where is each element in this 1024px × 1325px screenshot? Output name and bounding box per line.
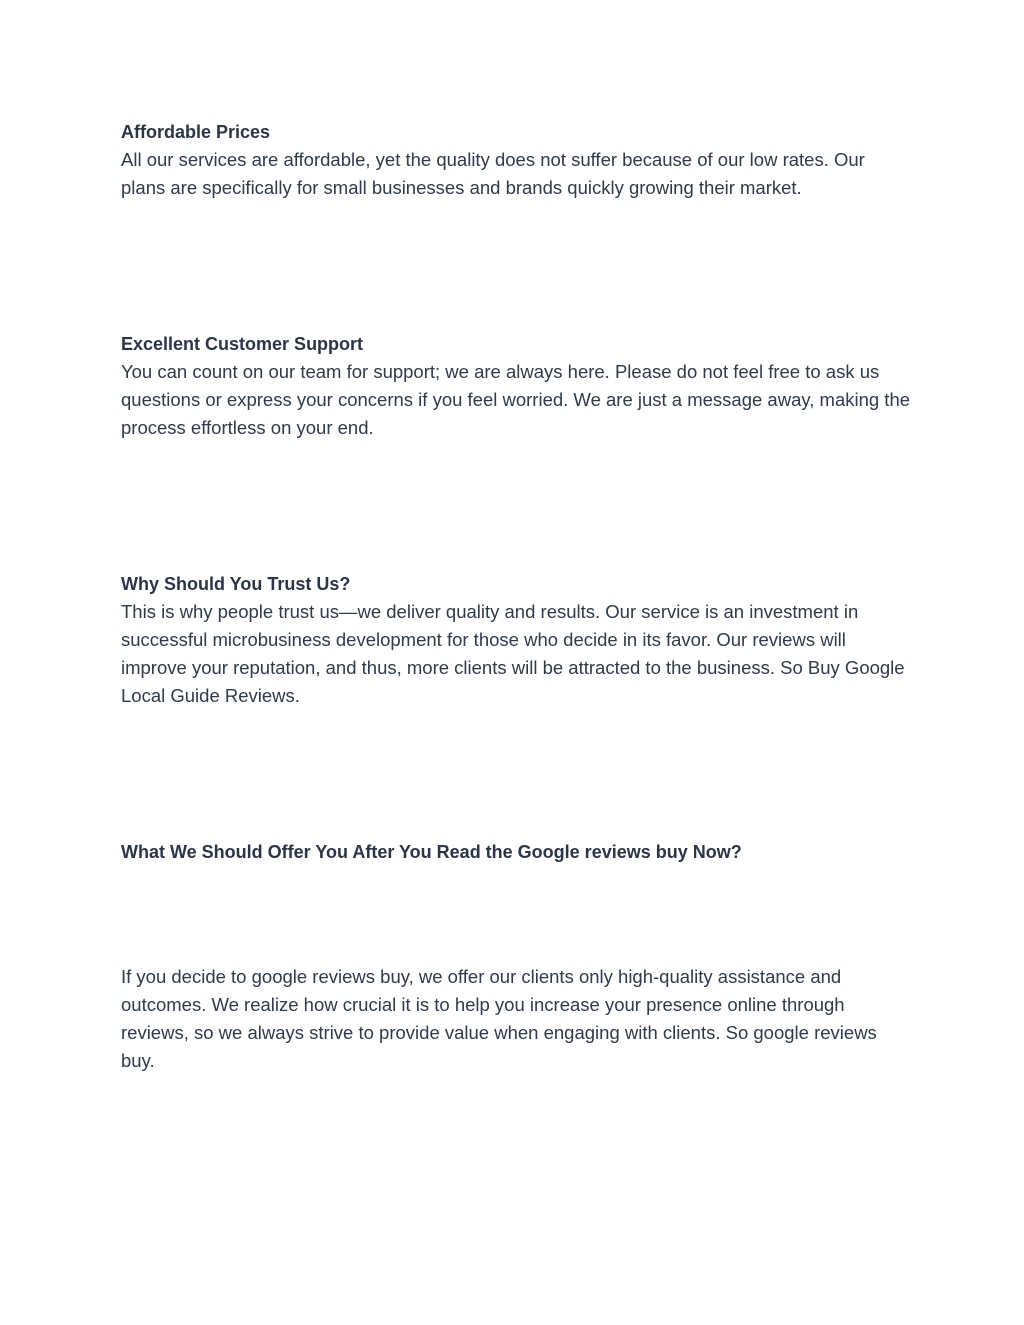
section-heading: What We Should Offer You After You Read the Google reviews buy Now? — [121, 842, 742, 862]
section-offer-heading — [121, 838, 911, 866]
section-offer-body — [121, 963, 911, 1075]
section-heading: Affordable Prices — [121, 122, 271, 142]
section-trust-us — [121, 570, 911, 710]
section-body: You can count on our team for support; we are always here. Please do not feel free to ask us questions or express your concerns if you feel worried. We are just a message away, making the process effortless on your end. — [121, 361, 911, 438]
section-body: If you decide to google reviews buy, we offer our clients only high-quality assistance and outcomes. We realize how crucial it is to help you increase your presence online through reviews, so we always strive to provide value when engaging with clients. So google reviews buy. — [121, 966, 877, 1071]
section-heading: Why Should You Trust Us? — [121, 574, 351, 594]
section-affordable-prices — [121, 118, 911, 202]
section-heading: Excellent Customer Support — [121, 334, 364, 354]
section-customer-support — [121, 330, 911, 442]
section-body: This is why people trust us—we deliver quality and results. Our service is an investment in successful microbusiness development for those who decide in its favor. Our reviews will improve your reputation, and thus, more clients will be attracted to the business. So Buy Google Local Guide Reviews. — [121, 601, 905, 706]
section-body: All our services are affordable, yet the quality does not suffer because of our low rates. Our plans are specifically for small businesses and brands quickly growing their market. — [121, 149, 865, 198]
